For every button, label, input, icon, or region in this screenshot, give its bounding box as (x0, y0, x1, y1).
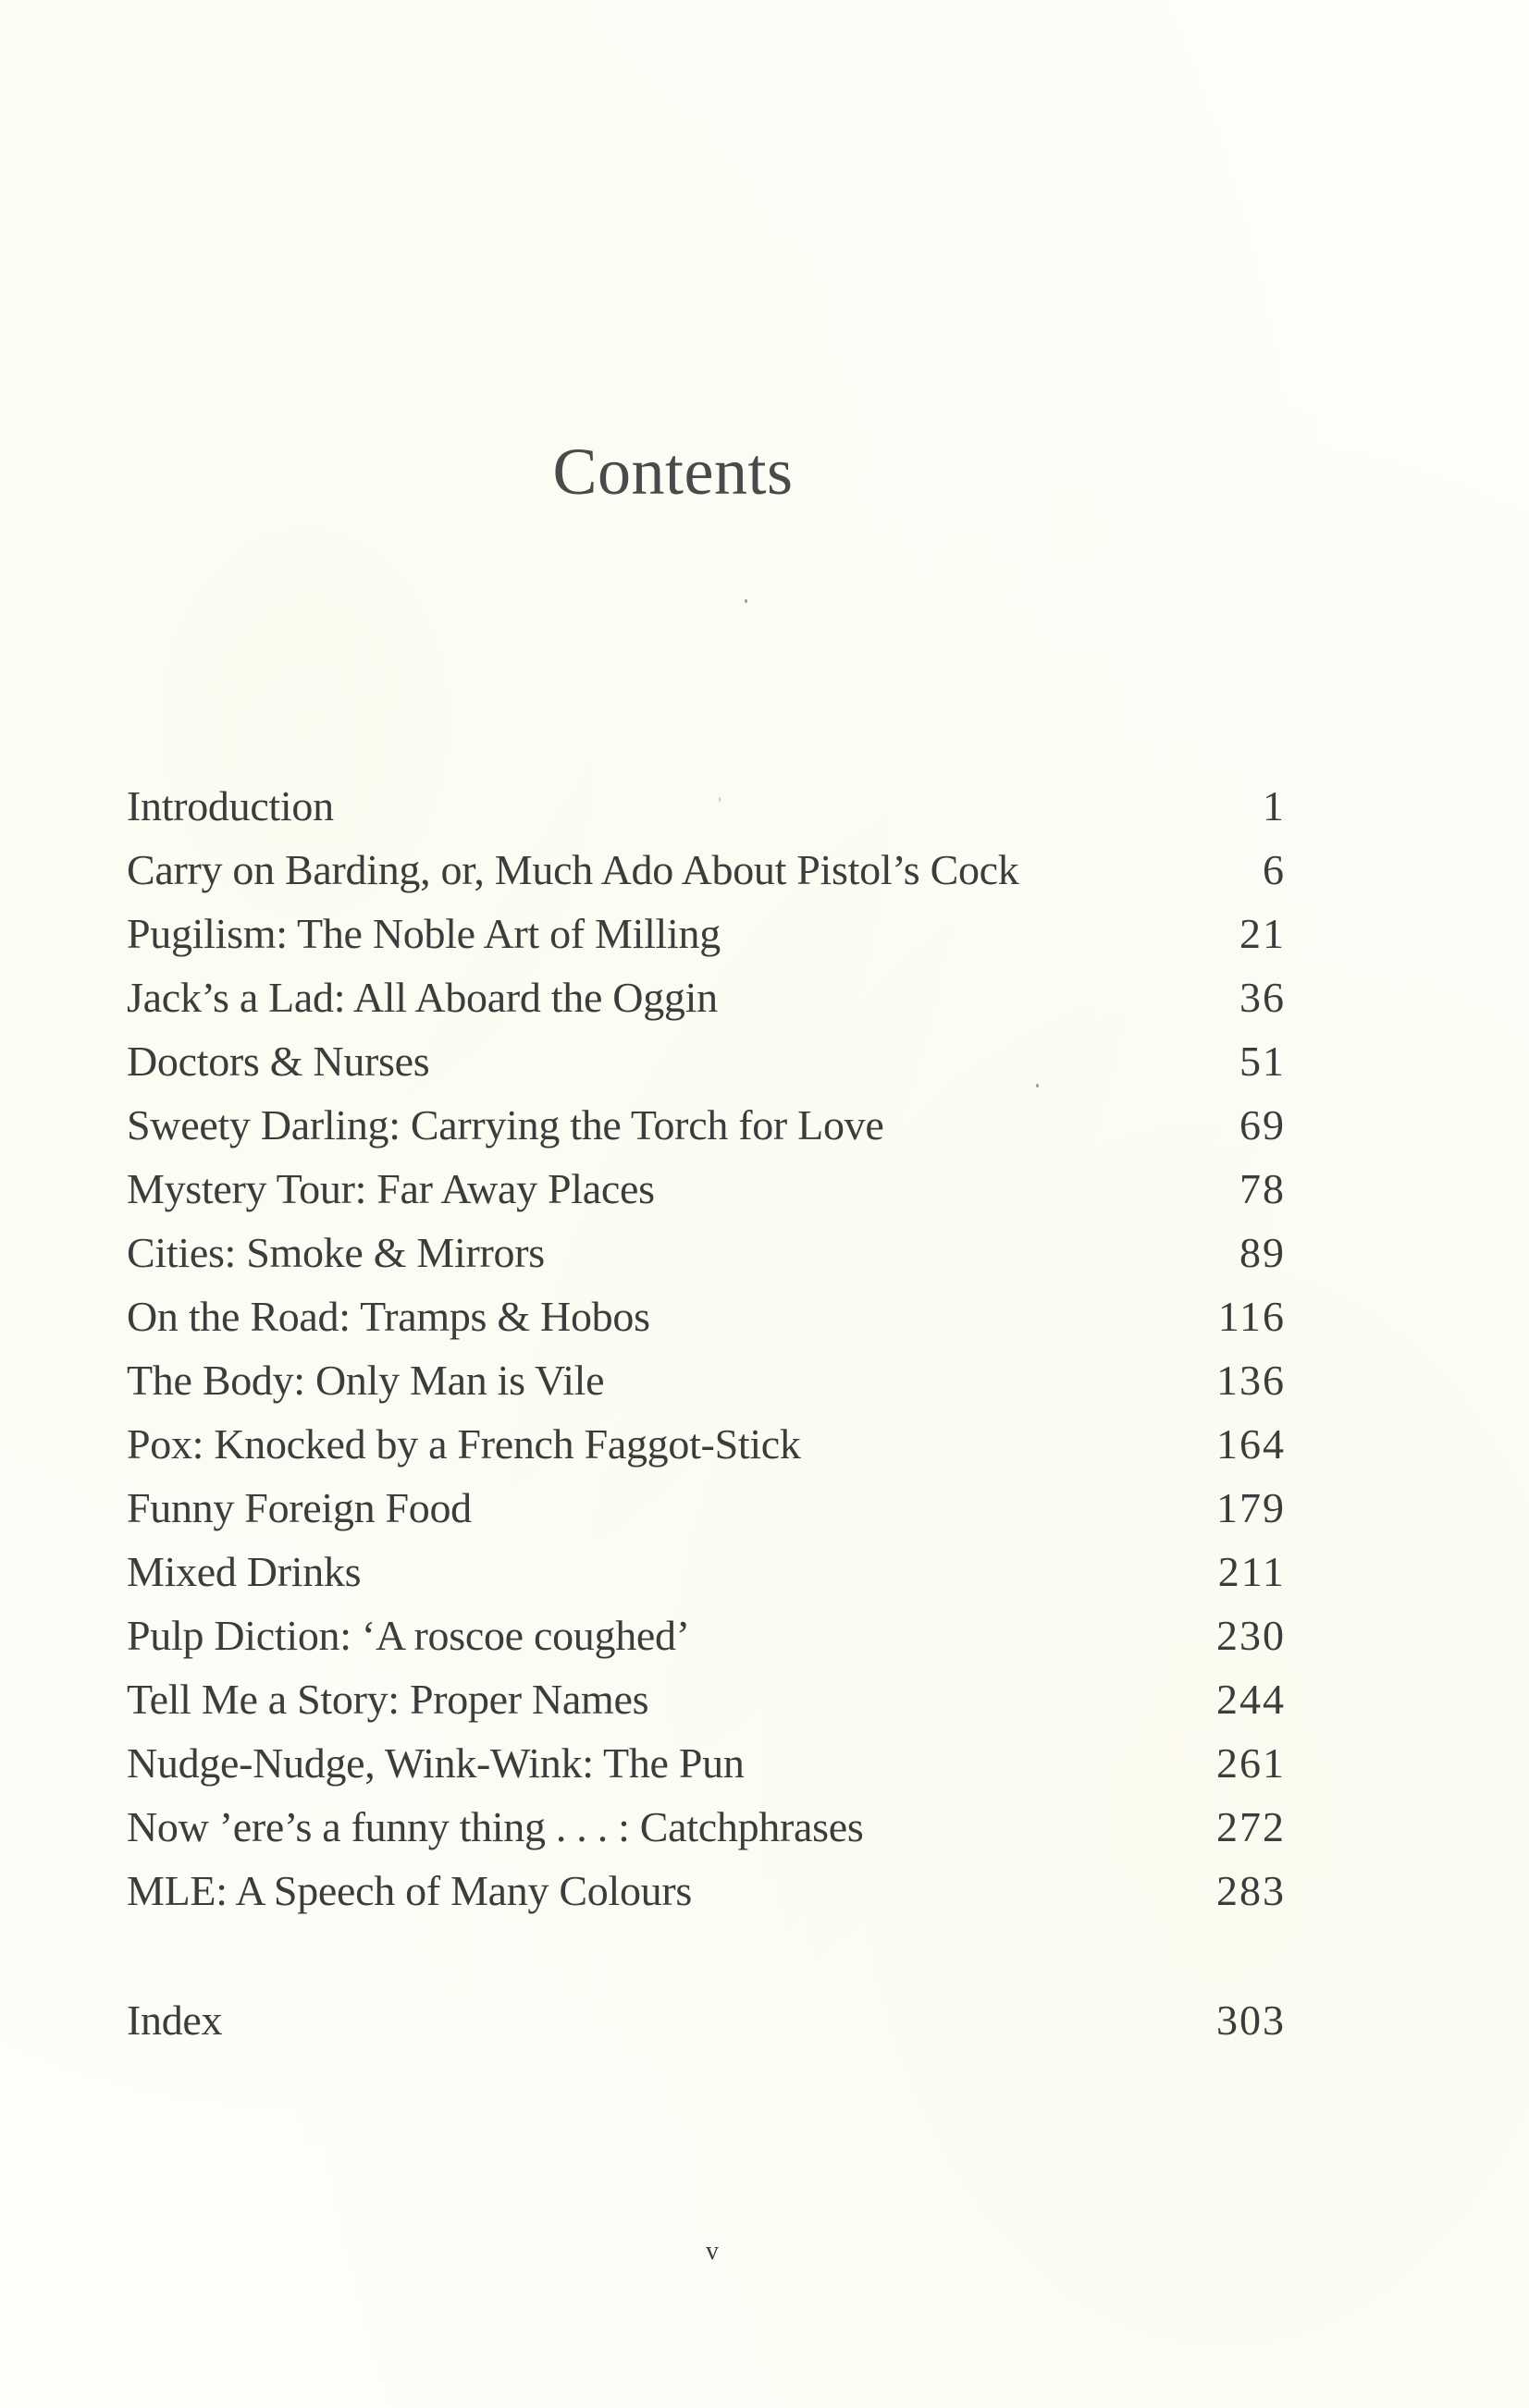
toc-entry-page: 69 (1239, 1101, 1286, 1149)
toc-entry-page: 136 (1216, 1357, 1286, 1404)
toc-entry-title: On the Road: Tramps & Hobos (127, 1293, 650, 1340)
toc-entry-pulp-diction (127, 1610, 1286, 1674)
toc-entry-index (127, 1995, 1286, 2058)
toc-entry-pugilism (127, 908, 1286, 972)
scan-speck (745, 599, 747, 603)
toc-entry-page: 89 (1239, 1229, 1286, 1276)
toc-entry-title: Nudge-Nudge, Wink-Wink: The Pun (127, 1739, 745, 1787)
toc-entry-title: Carry on Barding, or, Much Ado About Pistol’s Cock (127, 846, 1019, 893)
toc-entry-title: Pox: Knocked by a French Faggot-Stick (127, 1420, 801, 1468)
toc-entry-title: MLE: A Speech of Many Colours (127, 1867, 692, 1914)
toc-entry-page: 36 (1239, 974, 1286, 1021)
toc-entry-mixed-drinks (127, 1546, 1286, 1610)
toc-entry-doctors-nurses (127, 1036, 1286, 1100)
toc-index (127, 1995, 1286, 2058)
page-title: Contents (552, 435, 794, 509)
toc-entry-page: 303 (1216, 1996, 1286, 2044)
scan-speck (1036, 1084, 1039, 1087)
toc-entry-title: Sweety Darling: Carrying the Torch for Love (127, 1101, 884, 1149)
toc-entry-cities (127, 1227, 1286, 1291)
toc-entry-catchphrases (127, 1801, 1286, 1865)
toc-entry-the-body (127, 1355, 1286, 1419)
scan-speck (719, 797, 721, 802)
toc-entry-title: Introduction (127, 782, 334, 829)
toc-entry-carry-on-barding (127, 844, 1286, 908)
toc-entry-page: 244 (1216, 1676, 1286, 1723)
toc-entry-title: The Body: Only Man is Vile (127, 1357, 605, 1404)
toc-entry-title: Jack’s a Lad: All Aboard the Oggin (127, 974, 718, 1021)
toc-entry-title: Mystery Tour: Far Away Places (127, 1165, 655, 1212)
toc-entry-mystery-tour (127, 1163, 1286, 1227)
toc-entry-title: Funny Foreign Food (127, 1484, 472, 1531)
toc-entry-nudge-nudge (127, 1738, 1286, 1801)
toc-entry-page: 272 (1216, 1803, 1286, 1850)
toc-entry-title: Tell Me a Story: Proper Names (127, 1676, 649, 1723)
toc-entry-page: 261 (1216, 1739, 1286, 1787)
toc-entry-page: 21 (1239, 910, 1286, 957)
toc-entry-page: 78 (1239, 1165, 1286, 1212)
toc-entry-page: 211 (1217, 1548, 1286, 1595)
toc-entry-page: 283 (1216, 1867, 1286, 1914)
toc-entry-title: Doctors & Nurses (127, 1038, 430, 1085)
toc-entry-title: Pugilism: The Noble Art of Milling (127, 910, 721, 957)
page-folio: v (706, 2237, 719, 2266)
toc-entry-page: 116 (1217, 1293, 1286, 1340)
table-of-contents (127, 780, 1286, 1929)
toc-entry-page: 230 (1216, 1612, 1286, 1659)
toc-entry-sweety-darling (127, 1100, 1286, 1163)
toc-entry-tell-me-a-story (127, 1674, 1286, 1738)
toc-entry-title: Cities: Smoke & Mirrors (127, 1229, 545, 1276)
toc-entry-funny-foreign-food (127, 1482, 1286, 1546)
toc-entry-title: Pulp Diction: ‘A roscoe coughed’ (127, 1612, 690, 1659)
toc-entry-page: 51 (1239, 1038, 1286, 1085)
toc-entry-title: Now ’ere’s a funny thing . . . : Catchphrases (127, 1803, 864, 1850)
toc-entry-title: Index (127, 1996, 223, 2044)
toc-entry-mle (127, 1865, 1286, 1929)
toc-entry-page: 179 (1216, 1484, 1286, 1531)
toc-entry-page: 6 (1263, 846, 1286, 893)
toc-entry-title: Mixed Drinks (127, 1548, 362, 1595)
toc-entry-pox (127, 1419, 1286, 1482)
toc-entry-page: 164 (1216, 1420, 1286, 1468)
toc-entry-page: 1 (1263, 782, 1286, 829)
toc-entry-on-the-road (127, 1291, 1286, 1355)
toc-entry-introduction (127, 780, 1286, 844)
toc-entry-jacks-a-lad (127, 972, 1286, 1036)
